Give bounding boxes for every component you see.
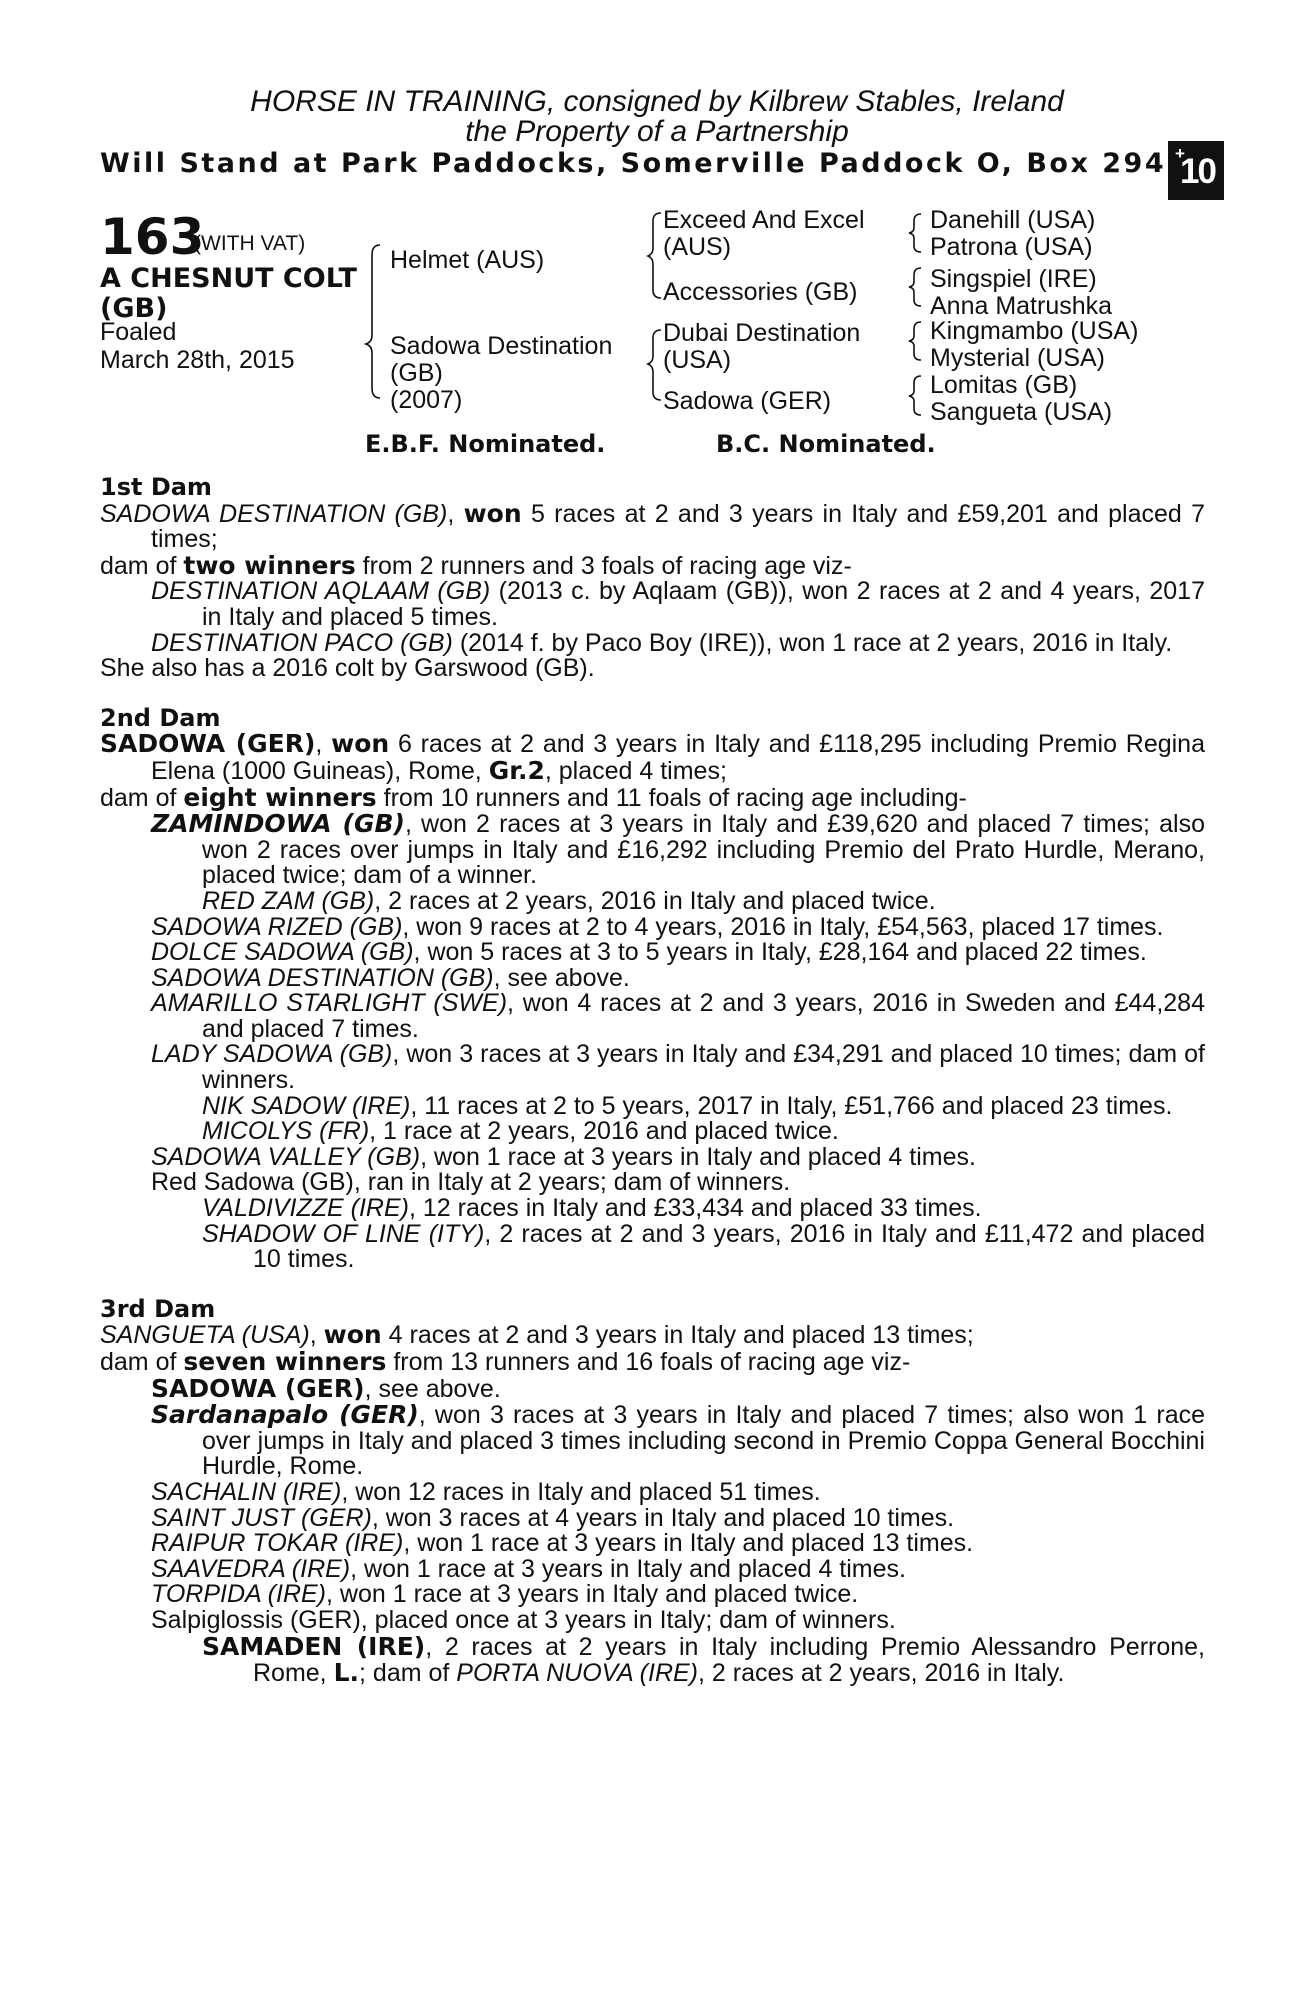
- dam-sire-line1: Dubai Destination: [663, 319, 861, 347]
- sire-sire-line1: Exceed And Excel: [663, 206, 865, 234]
- dam2-grandfoal-micolys: [100, 1119, 1205, 1145]
- stand-location: Will Stand at Park Paddocks, Somerville Paddock O, Box 294: [100, 148, 1167, 179]
- dam2-won: won: [331, 729, 390, 759]
- ebf-nominated: E.B.F. Nominated.: [365, 430, 606, 458]
- bc-nominated: B.C. Nominated.: [716, 430, 936, 458]
- gp-6: Mysterial (USA): [930, 344, 1106, 372]
- foal-name: DESTINATION PACO (GB): [151, 628, 453, 657]
- dam2-grandfoal-redzam: [100, 886, 1205, 915]
- foal-text: (2013 c. by Aqlaam (GB)), won 2 races at 2 and 4 years, 2017 in Italy and placed 5 times.: [202, 577, 1205, 631]
- foal-text: , 2 races at 2 and 3 years, 2016 in Italy and £11,472 and placed 10 times.: [253, 1219, 1205, 1274]
- dam2-winners-count: eight winners: [183, 782, 377, 812]
- dam1-won: won: [463, 498, 522, 528]
- dam2-heading: 2nd Dam: [100, 703, 221, 732]
- dam-line1: Sadowa Destination: [390, 332, 613, 360]
- foal-text: , 2 races at 2 years, 2016 in Italy and placed twice.: [374, 886, 936, 915]
- foal-name: VALDIVIZZE (IRE): [202, 1194, 409, 1223]
- dam2-foal-zamindowa: [100, 811, 1205, 889]
- foal-text: , 11 races at 2 to 5 years, 2017 in Italy, £51,766 and placed 23 times.: [410, 1091, 1173, 1120]
- gp-5: Kingmambo (USA): [930, 317, 1139, 345]
- dam2-produce-summary: [100, 782, 1205, 812]
- dam1-foal-1: [100, 579, 1205, 630]
- foal-name: TORPIDA (IRE): [151, 1580, 327, 1609]
- foal-text: , won 3 races at 3 years in Italy and £34,291 and placed 10 times; dam of winners.: [202, 1040, 1205, 1095]
- foal-text: , won 1 race at 3 years in Italy and placed 4 times.: [350, 1554, 906, 1583]
- foal-text: , won 5 races at 3 to 5 years in Italy, £28,164 and placed 22 times.: [413, 938, 1147, 967]
- dam2-group: Gr.2: [488, 755, 545, 785]
- gp-4: Anna Matrushka: [930, 292, 1113, 320]
- sire-sire-line2: (AUS): [663, 233, 732, 261]
- dam1-winners-count: two winners: [183, 550, 356, 580]
- dam1-dam-of: dam of: [100, 551, 184, 580]
- dam2-dam-of: dam of: [100, 783, 184, 812]
- dam: [390, 333, 612, 414]
- foal-name: SHADOW OF LINE (ITY): [202, 1219, 485, 1248]
- gp-2: Patrona (USA): [930, 233, 1093, 261]
- dam2-text-b: , placed 4 times;: [544, 756, 727, 785]
- listed-label: L.: [333, 1658, 360, 1688]
- foal-text: , see above.: [364, 1374, 501, 1403]
- dam3-text: 4 races at 2 and 3 years in Italy and placed 13 times;: [381, 1321, 974, 1350]
- dam3-foal-saint-just: [100, 1503, 1205, 1532]
- foal-name: SACHALIN (IRE): [151, 1477, 342, 1506]
- dam2-foal-sadowa-valley: [100, 1142, 1205, 1171]
- dam-line2: (GB): [390, 359, 443, 387]
- dam3-runners: from 13 runners and 16 foals of racing age viz-: [386, 1348, 911, 1376]
- foal-name: SAAVEDRA (IRE): [151, 1554, 351, 1583]
- dam2-name: SADOWA (GER): [100, 729, 316, 759]
- foal-name: SAINT JUST (GER): [151, 1503, 372, 1532]
- dam3-dam-of: dam of: [100, 1348, 184, 1376]
- dam2-foal-amarillo: [100, 991, 1205, 1042]
- dam3-foal-sadowa: [100, 1373, 1205, 1403]
- foal-text: , won 1 race at 3 years in Italy and placed 4 times.: [420, 1142, 976, 1171]
- foal-name: RED ZAM (GB): [202, 886, 375, 915]
- dam3-foal-raipur-tokar: [100, 1531, 1205, 1557]
- grandparents-3: [930, 318, 1138, 372]
- property-line: the Property of a Partnership: [465, 115, 849, 148]
- dam2-summary: SADOWA (GER), won 6 races at 2 and 3 years in Italy and £118,295 including Premio Regina Elena (1000 Guineas), Rome, Gr.2, placed 4 times;: [100, 729, 1205, 785]
- dam3-foal-salpiglossis: Salpiglossis (GER), placed once at 3 years in Italy; dam of winners.: [151, 1605, 896, 1634]
- dam3-heading: 3rd Dam: [100, 1294, 216, 1323]
- foal-name: LADY SADOWA (GB): [151, 1040, 393, 1069]
- dam1-name: SADOWA DESTINATION (GB): [100, 499, 448, 528]
- foal-name: SADOWA (GER): [151, 1373, 365, 1403]
- foal-name: MICOLYS (FR): [202, 1117, 370, 1146]
- foal-name: SADOWA RIZED (GB): [151, 912, 403, 941]
- foal-text: , won 1 race at 3 years in Italy and placed twice.: [326, 1580, 859, 1609]
- dam-dam: Sadowa (GER): [663, 387, 832, 415]
- foal-name: Sardanapalo (GER): [151, 1400, 419, 1430]
- dam1-also: She also has a 2016 colt by Garswood (GB).: [100, 654, 595, 683]
- dam-sire: [663, 320, 860, 374]
- grandparents: [930, 207, 1095, 261]
- dam3-grandfoal-samaden: [100, 1631, 1205, 1688]
- dam1-produce-summary: [100, 550, 1205, 580]
- gp-8: Sangueta (USA): [930, 398, 1113, 426]
- foal-text: , won 4 races at 2 and 3 years, 2016 in Sweden and £44,284 and placed 7 times.: [202, 989, 1205, 1043]
- dam2-foal-lady-sadowa: [100, 1042, 1205, 1093]
- pedigree-braces: [0, 0, 1314, 460]
- foal-text: , see above.: [493, 963, 630, 992]
- foal-text: , won 3 races at 3 years in Italy and placed 7 times; also won 1 race over jumps in Italy and placed 3 times including second in Premio Coppa General Bocchini Hurdle, Rome.: [202, 1401, 1205, 1481]
- foal-text: , won 2 races at 3 years in Italy and £39,620 and placed 7 times; also won 2 races over jumps in Italy and £16,292 including Premio del Prato Hurdle, Merano, placed twice; dam of a winner.: [202, 810, 1205, 890]
- sire-dam: Accessories (GB): [663, 278, 858, 306]
- dam3-foal-sardanapalo: [100, 1402, 1205, 1480]
- dam3-won: won: [323, 1320, 382, 1350]
- foal-name: SADOWA VALLEY (GB): [151, 1142, 421, 1171]
- foal-name: RAIPUR TOKAR (IRE): [151, 1529, 404, 1558]
- foal-text: , 12 races in Italy and £33,434 and placed 33 times.: [408, 1194, 982, 1223]
- foal-text: , won 3 races at 4 years in Italy and placed 10 times.: [371, 1503, 955, 1532]
- foal-name: SAMADEN (IRE): [202, 1631, 426, 1661]
- foal-name: DESTINATION AQLAAM (GB): [151, 577, 491, 606]
- dam2-grandfoal-shadow-of-line: [100, 1219, 1205, 1274]
- lot-number: 163: [100, 208, 205, 266]
- lot-title-line1: A CHESNUT COLT: [100, 263, 357, 294]
- dam-sire-line2: (USA): [663, 346, 732, 374]
- foal-text-a: , 2 races at 2 years in Italy including Premio Alessandro Perrone, Rome,: [253, 1632, 1205, 1688]
- foaled-value: March 28th, 2015: [100, 346, 295, 374]
- dam2-runners: from 10 runners and 11 foals of racing age including-: [376, 783, 967, 812]
- dam2-grandfoal-nik-sadow: [100, 1091, 1205, 1120]
- gp-1: Danehill (USA): [930, 206, 1096, 234]
- produce-record: [100, 475, 1205, 1687]
- sire: Helmet (AUS): [390, 246, 545, 274]
- foal-name: NIK SADOW (IRE): [202, 1091, 411, 1120]
- dam1-summary: SADOWA DESTINATION (GB), won 5 races at 2 and 3 years in Italy and £59,201 and placed 7 times;: [100, 498, 1205, 554]
- grandparents-2: [930, 266, 1112, 320]
- lot-title-line2: (GB): [100, 293, 168, 324]
- porta-nuova-name: PORTA NUOVA (IRE): [456, 1659, 698, 1688]
- foal-text-b: ; dam of: [359, 1659, 457, 1688]
- foal-name: DOLCE SADOWA (GB): [151, 938, 414, 967]
- dam3-winners-count: seven winners: [183, 1347, 387, 1376]
- dam2-text-a: 6 races at 2 and 3 years in Italy and £118,295 including Premio Regina Elena (1000 Guineas), Rome,: [151, 730, 1205, 785]
- porta-nuova-text: , 2 races at 2 years, 2016 in Italy.: [698, 1659, 1065, 1688]
- badge-number: 10: [1180, 152, 1215, 191]
- dam1-text: 5 races at 2 and 3 years in Italy and £59,201 and placed 7 times;: [151, 499, 1205, 554]
- dam1-heading: 1st Dam: [100, 473, 212, 501]
- foal-name: ZAMINDOWA (GB): [151, 809, 405, 839]
- dam3-summary: SANGUETA (USA), won 4 races at 2 and 3 years in Italy and placed 13 times;: [100, 1320, 974, 1350]
- dam3-name: SANGUETA (USA): [100, 1321, 310, 1350]
- sire-sire: [663, 207, 865, 261]
- foal-text: , 1 race at 2 years, 2016 and placed twice.: [369, 1117, 839, 1146]
- vat-label: (WITH VAT): [194, 232, 306, 255]
- gp-3: Singspiel (IRE): [930, 265, 1097, 293]
- foal-text: , won 12 races in Italy and placed 51 times.: [341, 1477, 821, 1506]
- foal-text: , won 9 races at 2 to 4 years, 2016 in Italy, £54,563, placed 17 times.: [402, 912, 1164, 941]
- dam3-foal-torpida: [100, 1582, 1205, 1608]
- dam2-foal-dolce-sadowa: [100, 940, 1205, 966]
- foal-text: (2014 f. by Paco Boy (IRE)), won 1 race at 2 years, 2016 in Italy.: [452, 628, 1173, 657]
- foal-name: AMARILLO STARLIGHT (SWE): [151, 989, 508, 1018]
- dam2-foal-sadowa-destination: [100, 963, 1205, 992]
- gp-7: Lomitas (GB): [930, 371, 1078, 399]
- dam3-foal-saavedra: [100, 1554, 1205, 1583]
- dam-line3: (2007): [390, 386, 463, 414]
- dam2-grandfoal-valdivizze: [100, 1196, 1205, 1222]
- dam2-foal-red-sadowa: Red Sadowa (GB), ran in Italy at 2 years; dam of winners.: [151, 1168, 791, 1197]
- foal-name: SADOWA DESTINATION (GB): [151, 963, 494, 992]
- dam1-foal-2: [100, 628, 1205, 657]
- foal-text: , won 1 race at 3 years in Italy and placed 13 times.: [403, 1529, 974, 1558]
- grandparents-4: [930, 372, 1112, 426]
- dam2-foal-sadowa-rized: [100, 912, 1205, 941]
- dam1-runners: from 2 runners and 3 foals of racing age viz-: [355, 551, 852, 580]
- badge-plus: +: [1175, 144, 1185, 163]
- dam3-foal-sachalin: [100, 1477, 1205, 1506]
- consignment-line: HORSE IN TRAINING, consigned by Kilbrew Stables, Ireland: [250, 85, 1064, 118]
- foaled-label: Foaled: [100, 318, 177, 346]
- dam3-produce-summary: [100, 1349, 1205, 1376]
